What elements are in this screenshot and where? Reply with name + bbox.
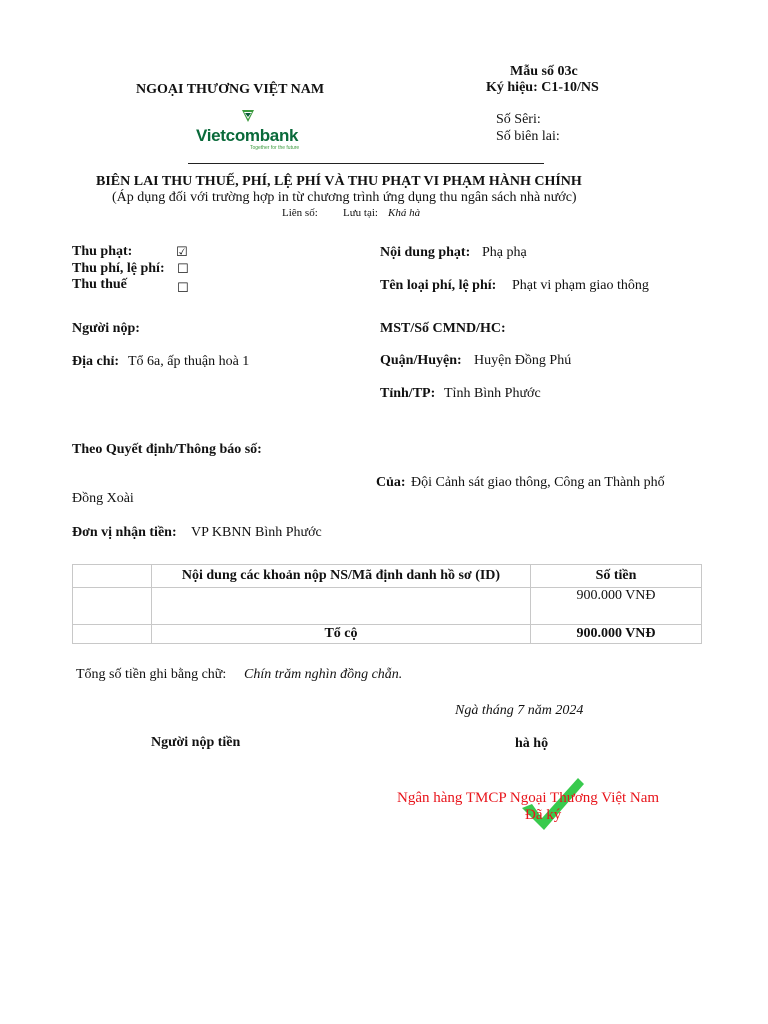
receiver-value: VP KBNN Bình Phước	[191, 525, 322, 540]
tax-id-label: MST/Số CMND/HC:	[380, 321, 506, 336]
table-header-amount: Số tiền	[531, 565, 702, 588]
keep-value: Khá hà	[388, 207, 421, 219]
fee-label: Thu phí, lệ phí:	[72, 261, 165, 276]
fine-checkbox[interactable]: ☑	[176, 245, 188, 260]
copy-label: Liên số:	[282, 207, 318, 219]
receiver-label: Đơn vị nhận tiền:	[72, 525, 177, 540]
table-cell-content	[152, 588, 531, 625]
form-code: Ký hiệu: C1-10/NS	[486, 80, 599, 95]
collector-signature-label: hà hộ	[515, 736, 549, 751]
table-row	[73, 588, 702, 625]
table-total-amount: 900.000 VNĐ	[531, 625, 702, 644]
tax-label: Thu thuế	[72, 277, 127, 292]
fine-content-value: Phạ phạ	[482, 245, 527, 260]
signed-label: Đã ký	[525, 807, 562, 823]
vietcombank-logo	[194, 110, 304, 152]
table-total-row	[73, 625, 702, 644]
table-header-blank	[73, 565, 152, 588]
receipt-number-label: Số biên lai:	[496, 129, 560, 144]
keep-label: Lưu tại:	[343, 207, 378, 219]
table-cell-blank	[73, 588, 152, 625]
table-header-row	[73, 565, 702, 588]
tax-checkbox[interactable]: ☐	[177, 281, 189, 296]
amount-words-value: Chín trăm nghìn đồng chẵn.	[244, 667, 403, 682]
issue-date: Ngà tháng 7 năm 2024	[455, 703, 584, 718]
issuer-label: Của:	[376, 475, 406, 490]
province-value: Tỉnh Bình Phước	[444, 386, 541, 401]
issuer-value: Đội Cảnh sát giao thông, Công an Thành phố	[411, 475, 665, 490]
bank-signature-name: Ngân hàng TMCP Ngoại Thương Việt Nam	[397, 790, 660, 806]
issuer-value-continued: Đồng Xoài	[72, 491, 134, 506]
org-name: NGOẠI THƯƠNG VIỆT NAM	[136, 82, 325, 97]
fee-type-label: Tên loại phí, lệ phí:	[380, 278, 497, 293]
decision-label: Theo Quyết định/Thông báo số:	[72, 442, 262, 457]
logo-wordmark: Vietcombank	[196, 126, 299, 145]
address-value: Tổ 6a, ấp thuận hoà 1	[128, 354, 250, 369]
fine-content-label: Nội dung phạt:	[380, 245, 471, 260]
fine-label: Thu phạt:	[72, 244, 133, 259]
table-cell-amount: 900.000 VNĐ	[531, 588, 702, 625]
district-label: Quận/Huyện:	[380, 353, 462, 368]
payer-signature-label: Người nộp tiền	[151, 735, 241, 750]
table-header-content: Nội dung các khoản nộp NS/Mã định danh hồ sơ (ID)	[152, 565, 531, 588]
fee-type-value: Phạt vi phạm giao thông	[512, 278, 649, 293]
district-value: Huyện Đồng Phú	[474, 353, 572, 368]
address-label: Địa chỉ:	[72, 354, 120, 369]
table-total-label: Tổ cộ	[152, 625, 531, 644]
logo-tagline: Together for the future	[250, 145, 300, 151]
document-title: BIÊN LAI THU THUẾ, PHÍ, LỆ PHÍ VÀ THU PHẠT VI PHẠM HÀNH CHÍNH	[96, 174, 582, 189]
document-subtitle: (Áp dụng đối với trường hợp in từ chương trình ứng dụng thu ngân sách nhà nước)	[112, 190, 577, 205]
serial-label: Số Sêri:	[496, 112, 541, 127]
payer-label: Người nộp:	[72, 321, 140, 336]
fee-checkbox[interactable]: ☐	[177, 262, 189, 277]
table-cell-blank	[73, 625, 152, 644]
payment-table	[72, 564, 702, 644]
form-number: Mẫu số 03c	[510, 64, 578, 79]
header-divider	[188, 163, 544, 164]
province-label: Tỉnh/TP:	[380, 386, 436, 401]
amount-words-label: Tổng số tiền ghi bằng chữ:	[76, 667, 227, 682]
